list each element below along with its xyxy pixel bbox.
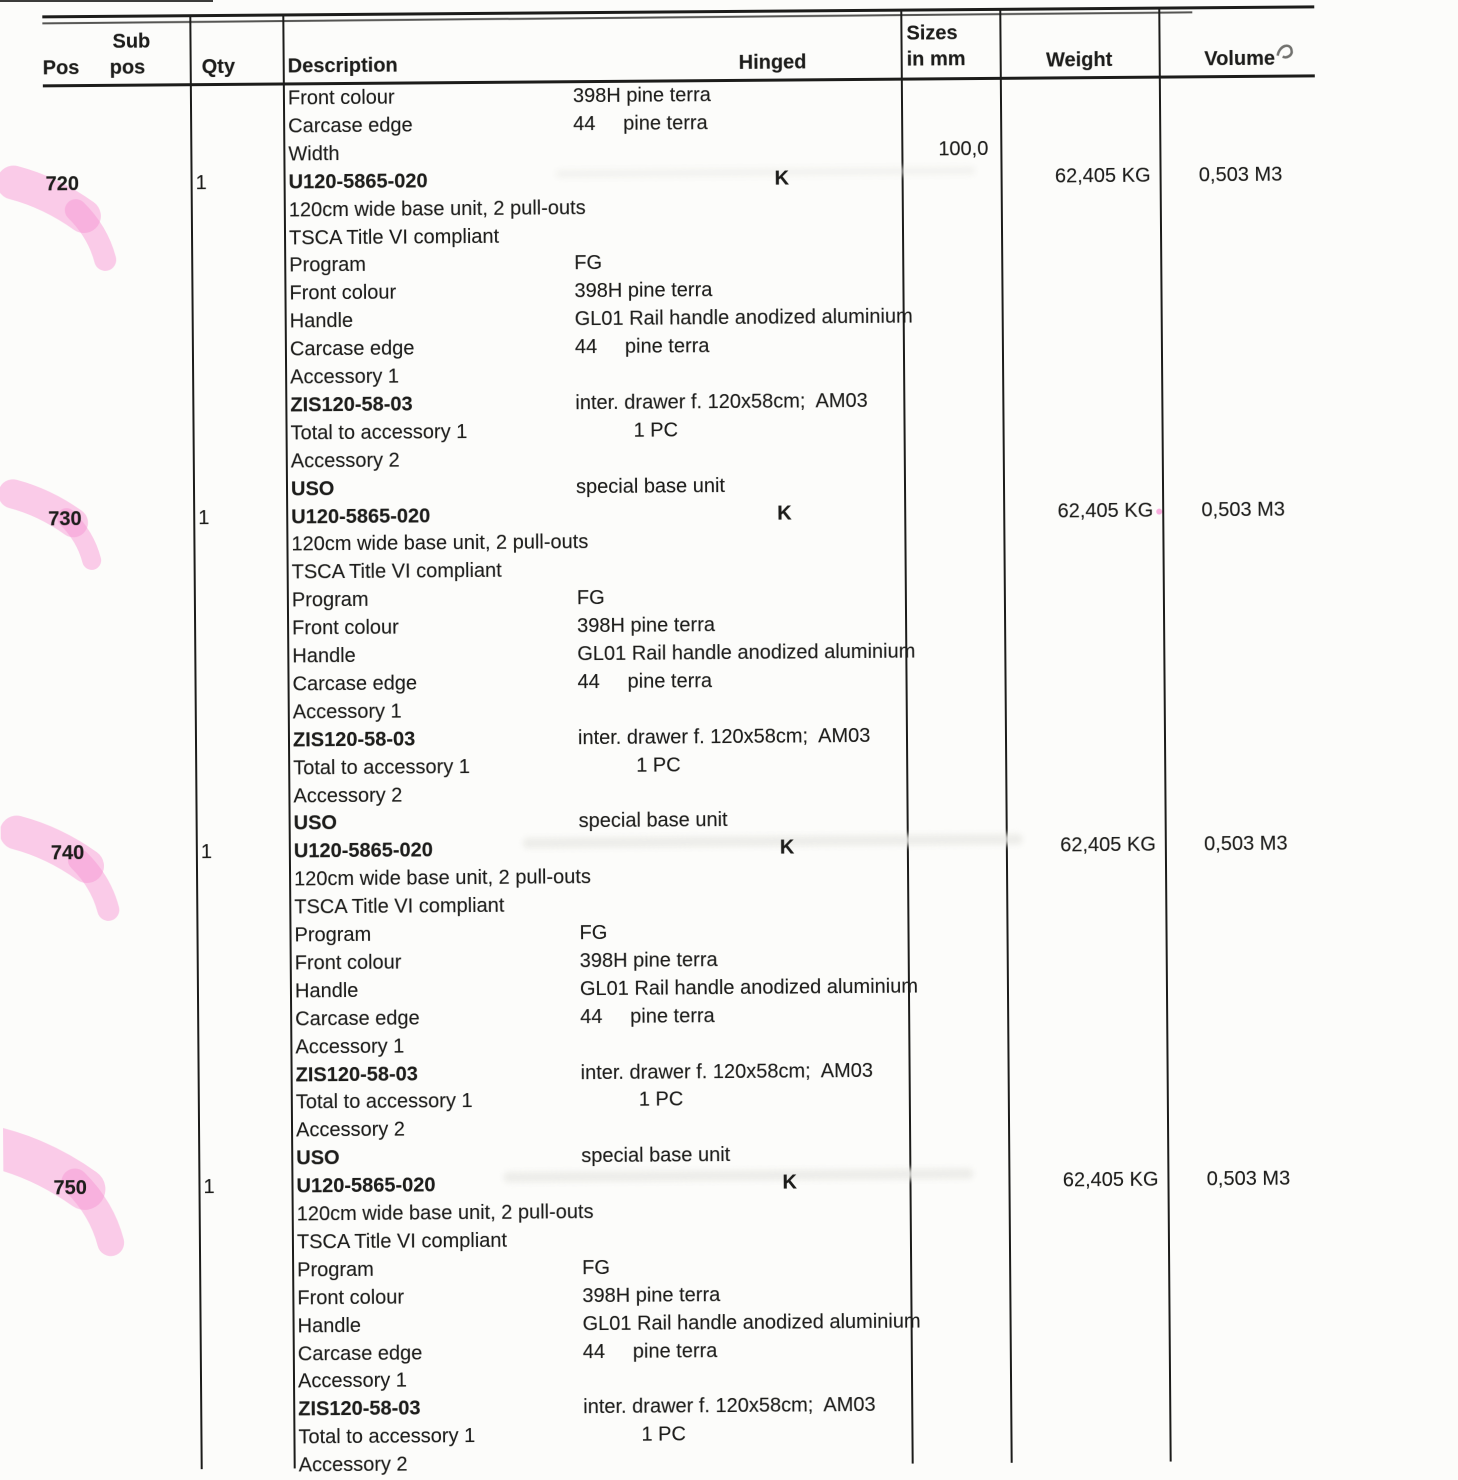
hinged-value: K: [774, 167, 790, 190]
description-label: TSCA Title VI compliant: [294, 894, 505, 919]
header-sizes-line1: Sizes: [906, 22, 958, 45]
pos-number: 740: [50, 842, 85, 865]
hinged-value: K: [782, 1171, 798, 1194]
description-label: Total to accessory 1: [295, 1090, 473, 1114]
description-value: 398H pine terra: [577, 614, 716, 638]
header-subpos-line1: Sub: [112, 30, 151, 53]
item-code: ZIS120-58-03: [295, 1062, 418, 1086]
description-label: Accessory 2: [295, 1118, 406, 1142]
volume-value: 0,503 M3: [1201, 498, 1285, 521]
description-label: Front colour: [287, 86, 395, 110]
description-label: Carcase edge: [297, 1341, 423, 1365]
sizes-value: 100,0: [938, 137, 989, 161]
item-code: USO: [296, 1147, 340, 1170]
header-weight: Weight: [1045, 48, 1113, 72]
description-label: Total to accessory 1: [290, 420, 468, 445]
description-label: Front colour: [294, 951, 402, 975]
header-subpos-line2: pos: [109, 56, 146, 79]
qty-value: 1: [198, 506, 210, 529]
qty-value: 1: [200, 841, 213, 864]
description-label: 120cm wide base unit, 2 pull-outs: [288, 196, 586, 222]
volume-value: 0,503 M3: [1206, 1167, 1291, 1191]
weight-value: 62,405 KG: [1054, 164, 1151, 188]
item-code: ZIS120-58-03: [292, 728, 416, 752]
header-pos: Pos: [42, 57, 80, 80]
pos-number: 730: [48, 507, 82, 530]
description-label: Accessory 2: [293, 784, 403, 807]
hinged-value: K: [779, 836, 795, 859]
description-label: Front colour: [289, 281, 397, 305]
description-label: Handle: [292, 644, 356, 668]
top-edge-line-fragment: [0, 0, 213, 2]
description-value: FG: [574, 252, 603, 275]
description-value: inter. drawer f. 120x58cm; AM03: [575, 389, 868, 415]
description-label: Accessory 1: [297, 1369, 408, 1393]
description-label: 120cm wide base unit, 2 pull-outs: [296, 1201, 594, 1226]
description-value: 1 PC: [641, 1423, 687, 1446]
volume-value: 0,503 M3: [1198, 163, 1283, 186]
description-value: FG: [582, 1256, 611, 1279]
description-label: Accessory 1: [292, 700, 402, 724]
description-label: Carcase edge: [289, 337, 415, 361]
description-label: Front colour: [292, 616, 399, 640]
description-value: FG: [579, 921, 608, 945]
description-value: FG: [576, 587, 605, 610]
item-code: U120-5865-020: [288, 170, 428, 194]
description-value: 1 PC: [638, 1088, 684, 1112]
description-value: 398H pine terra: [574, 279, 713, 303]
description-label: Width: [288, 142, 340, 166]
description-label: Program: [291, 589, 369, 612]
description-value: inter. drawer f. 120x58cm; AM03: [577, 724, 871, 749]
item-code: U120-5865-020: [291, 504, 431, 528]
description-label: Accessory 2: [298, 1453, 408, 1477]
description-value: 1 PC: [636, 753, 681, 777]
qty-value: 1: [195, 171, 207, 194]
header-qty: Qty: [201, 55, 236, 79]
description-value: special base unit: [581, 1144, 731, 1168]
description-label: Total to accessory 1: [298, 1425, 476, 1449]
description-value: 44 pine terra: [580, 1004, 715, 1028]
qty-value: 1: [203, 1176, 215, 1199]
description-label: 120cm wide base unit, 2 pull-outs: [291, 531, 589, 556]
description-value: GL01 Rail handle anodized aluminium: [582, 1310, 921, 1335]
description-label: Program: [294, 923, 372, 947]
description-label: Handle: [294, 979, 359, 1003]
description-value: 44 pine terra: [573, 112, 708, 136]
description-label: TSCA Title VI compliant: [288, 225, 500, 249]
description-label: Program: [297, 1258, 374, 1282]
description-label: 120cm wide base unit, 2 pull-outs: [293, 866, 592, 891]
description-label: Carcase edge: [288, 114, 413, 138]
description-value: 398H pine terra: [579, 948, 718, 973]
item-code: ZIS120-58-03: [298, 1397, 421, 1421]
description-value: 1 PC: [633, 419, 679, 442]
volume-value: 0,503 M3: [1204, 832, 1288, 856]
pos-number: 720: [45, 172, 80, 196]
description-value: 44 pine terra: [577, 670, 713, 694]
description-value: GL01 Rail handle anodized aluminium: [574, 305, 913, 331]
description-label: Handle: [289, 310, 354, 333]
description-label: Front colour: [297, 1286, 405, 1310]
description-value: 398H pine terra: [582, 1283, 721, 1307]
description-label: Accessory 1: [295, 1035, 405, 1059]
description-label: Carcase edge: [292, 672, 418, 696]
description-label: TSCA Title VI compliant: [296, 1229, 508, 1254]
description-value: special base unit: [578, 809, 728, 833]
description-label: Total to accessory 1: [293, 755, 471, 780]
description-label: Carcase edge: [295, 1007, 420, 1031]
description-value: inter. drawer f. 120x58cm; AM03: [583, 1394, 876, 1419]
description-value: 398H pine terra: [572, 84, 711, 108]
description-label: Accessory 2: [290, 449, 400, 473]
description-value: special base unit: [575, 474, 726, 498]
description-value: GL01 Rail handle anodized aluminium: [577, 640, 916, 666]
header-volume: Volume: [1204, 47, 1276, 71]
description-value: 44 pine terra: [582, 1339, 718, 1363]
description-label: Accessory 1: [290, 365, 400, 389]
item-code: USO: [290, 477, 335, 501]
description-label: Program: [289, 254, 367, 277]
header-hinged: Hinged: [738, 51, 807, 74]
pos-number: 750: [53, 1177, 87, 1200]
description-value: inter. drawer f. 120x58cm; AM03: [580, 1059, 874, 1084]
description-label: TSCA Title VI compliant: [291, 560, 502, 584]
item-code: U120-5865-020: [293, 839, 433, 863]
header-description: Description: [287, 54, 398, 78]
item-code: U120-5865-020: [296, 1174, 436, 1198]
description-value: 44 pine terra: [574, 335, 710, 359]
description-value: GL01 Rail handle anodized aluminium: [579, 975, 919, 1000]
item-code: USO: [293, 812, 338, 835]
header-sizes-line2: in mm: [906, 48, 966, 71]
weight-value: 62,405 KG: [1057, 499, 1154, 522]
description-label: Handle: [297, 1314, 362, 1337]
weight-value: 62,405 KG: [1062, 1168, 1159, 1192]
item-code: ZIS120-58-03: [290, 393, 413, 417]
hinged-value: K: [777, 502, 792, 525]
weight-value: 62,405 KG: [1060, 833, 1156, 857]
